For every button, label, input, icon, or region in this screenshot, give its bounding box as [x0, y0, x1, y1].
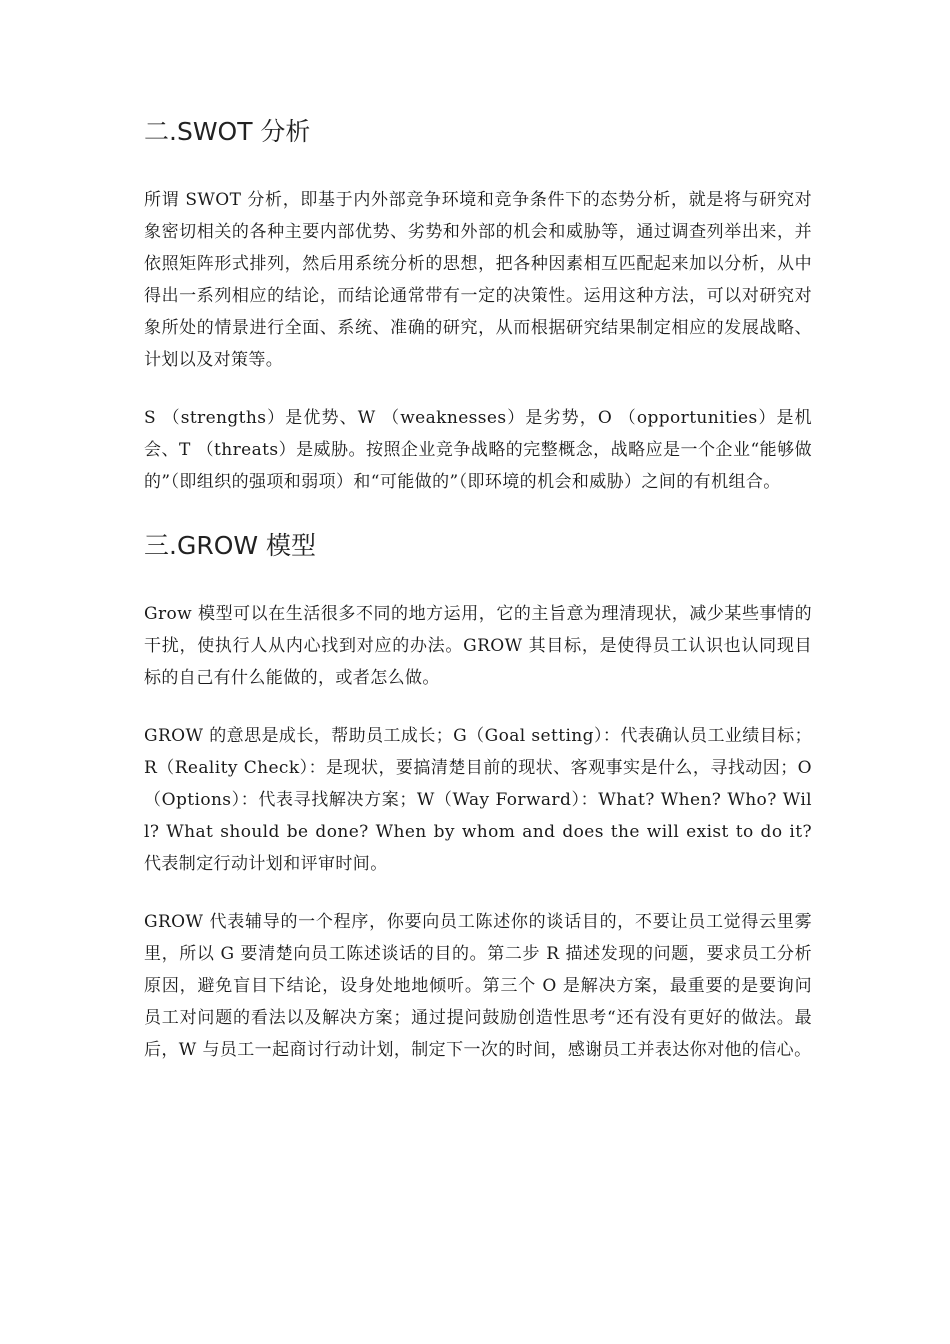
swot-components-paragraph: S （strengths）是优势、W （weaknesses）是劣势，O （opportunities）是机会、T （threats）是威胁。按照企业竞争战略的完整概念，战略应是一个企业“能够做的”（即组织的强项和弱项）和“可能做的”（即环境的机会和威胁）之间的有机组合。: [144, 408, 812, 492]
document-body: [144, 110, 812, 1092]
section-heading-grow: 三.GROW 模型: [144, 531, 317, 560]
grow-intro-paragraph: Grow 模型可以在生活很多不同的地方运用，它的主旨意为理清现状，减少某些事情的干扰，使执行人从内心找到对应的办法。GROW 其目标，是使得员工认识也认同现目标的自己有什么能做的，或者怎么做。: [144, 604, 812, 688]
grow-process-paragraph: GROW 代表辅导的一个程序，你要向员工陈述你的谈话目的，不要让员工觉得云里雾里，所以 G 要清楚向员工陈述谈话的目的。第二步 R 描述发现的问题，要求员工分析原因，避免盲目下结论，设身处地地倾听。第三个 O 是解决方案，最重要的是要询问员工对问题的看法以及解决方案；通过提问鼓励创造性思考“还有没有更好的做法。最后，W 与员工一起商讨行动计划，制定下一次的时间，感谢员工并表达你对他的信心。: [144, 912, 812, 1060]
swot-definition-paragraph: 所谓 SWOT 分析，即基于内外部竞争环境和竞争条件下的态势分析，就是将与研究对象密切相关的各种主要内部优势、劣势和外部的机会和威胁等，通过调查列举出来，并依照矩阵形式排列，然后用系统分析的思想，把各种因素相互匹配起来加以分析，从中得出一系列相应的结论，而结论通常带有一定的决策性。运用这种方法，可以对研究对象所处的情景进行全面、系统、准确的研究，从而根据研究结果制定相应的发展战略、计划以及对策等。: [144, 190, 812, 370]
grow-meaning-paragraph: GROW 的意思是成长，帮助员工成长；G（Goal setting）：代表确认员工业绩目标；R（Reality Check）：是现状，要搞清楚目前的现状、客观事实是什么，寻找动因；O（Options）：代表寻找解决方案；W（Way Forward）：What? When? Who? Will? What should be done? When by whom and does the will exist to do it?代表制定行动计划和评审时间。: [144, 726, 812, 874]
section-heading-swot: 二.SWOT 分析: [144, 117, 311, 146]
